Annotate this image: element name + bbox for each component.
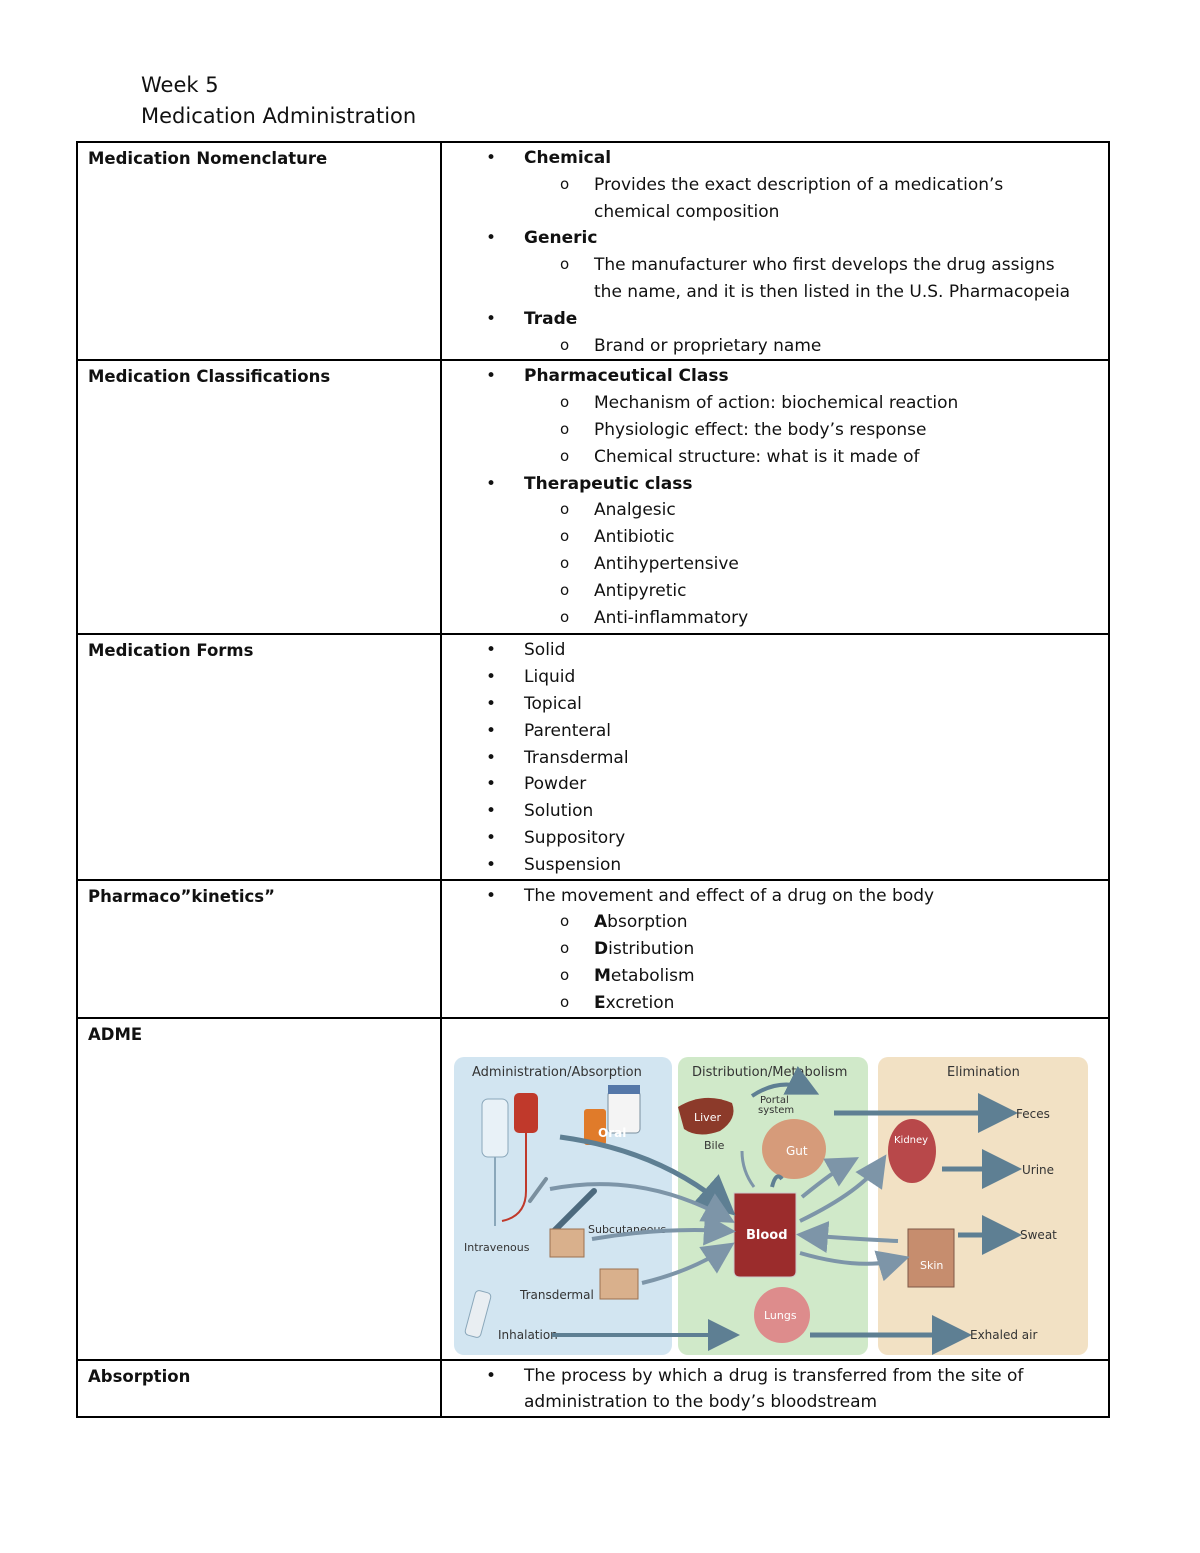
- panel-administration-title: Administration/Absorption: [472, 1064, 642, 1080]
- list-item: • Powder: [442, 771, 1108, 798]
- list-item: • Liquid: [442, 664, 1108, 691]
- sub-list-item: o Antibiotic: [524, 524, 1088, 551]
- adme-diagram: [442, 1021, 1132, 1359]
- document-header: [141, 70, 416, 132]
- sub-list-item: o The manufacturer who first develops the drug assigns the name, and it is then listed in the U.S. Pharmacopeia: [524, 252, 1088, 306]
- blood-label: Blood: [746, 1227, 788, 1243]
- document-title: Medication Administration: [141, 104, 417, 128]
- list-item: • Suspension: [442, 852, 1108, 879]
- row-nomenclature: [77, 142, 1109, 360]
- urine-label: Urine: [1022, 1162, 1055, 1177]
- iv-bag-icon: [482, 1099, 508, 1157]
- row-label: Medication Classifications: [77, 360, 441, 634]
- intravenous-label: Intravenous: [464, 1240, 530, 1254]
- sweat-label: Sweat: [1020, 1227, 1057, 1242]
- list-item: • Pharmaceutical Class o Mechanism of action: biochemical reaction o Physiologic effect: the body’s response o Chemical structure: what is it made of: [442, 363, 1108, 470]
- sub-list-item: o Mechanism of action: biochemical reaction: [524, 390, 1088, 417]
- transdermal-patch-icon: [600, 1269, 638, 1299]
- inhalation-label: Inhalation: [498, 1327, 558, 1342]
- transdermal-label: Transdermal: [520, 1287, 594, 1302]
- list-item: • The process by which a drug is transferred from the site of administration to the body’s bloodstream: [442, 1363, 1108, 1417]
- feces-label: Feces: [1016, 1106, 1050, 1121]
- list-item: • Solution: [442, 798, 1108, 825]
- list-item: • Transdermal: [442, 745, 1108, 772]
- sub-list-item: o Anti-inflammatory: [524, 605, 1088, 632]
- row-label: Medication Nomenclature: [77, 142, 441, 360]
- liver-label: Liver: [694, 1110, 721, 1124]
- gut-label: Gut: [786, 1143, 808, 1158]
- list-item: • Trade o Brand or proprietary name: [442, 306, 1108, 360]
- sub-list-item: o Analgesic: [524, 497, 1088, 524]
- subcutaneous-label: Subcutaneous: [588, 1222, 667, 1236]
- panel-elimination-title: Elimination: [947, 1064, 1020, 1080]
- sub-list-item: o Antihypertensive: [524, 551, 1088, 578]
- blood-bag-icon: [514, 1093, 538, 1133]
- portal-label: Portal: [760, 1094, 789, 1106]
- row-label: ADME: [77, 1018, 441, 1360]
- oral-label: Oral: [598, 1125, 627, 1140]
- sub-list-item: o Chemical structure: what is it made of: [524, 444, 1088, 471]
- lungs-label: Lungs: [764, 1308, 797, 1322]
- list-item: • Therapeutic class o Analgesic o Antibiotic o Antihypertensive o Antipyretic o Anti-inflammatory: [442, 471, 1108, 632]
- kidney-icon: [888, 1119, 936, 1183]
- panel-distribution-title: Distribution/Metabolism: [692, 1064, 848, 1080]
- panel-elimination: [878, 1057, 1088, 1355]
- row-pharmacokinetics: [77, 880, 1109, 1018]
- sub-list-item: o Physiologic effect: the body’s response: [524, 417, 1088, 444]
- list-item: • Chemical o Provides the exact description of a medication’s chemical composition: [442, 145, 1108, 225]
- list-item: • Topical: [442, 691, 1108, 718]
- sub-list-item: o Excretion: [524, 990, 1088, 1017]
- exhaled-air-label: Exhaled air: [970, 1327, 1038, 1342]
- row-label: Medication Forms: [77, 634, 441, 879]
- row-adme: [77, 1018, 1109, 1360]
- sub-list-item: o Distribution: [524, 936, 1088, 963]
- bile-label: Bile: [704, 1138, 725, 1152]
- list-item: • Generic o The manufacturer who first develops the drug assigns the name, and it is then listed in the U.S. Pharmacopeia: [442, 225, 1108, 305]
- list-item: • The movement and effect of a drug on the body o Absorption o Distribution o Metabolism o Excretion: [442, 883, 1108, 1017]
- list-item: • Solid: [442, 637, 1108, 664]
- system-label: system: [758, 1104, 795, 1116]
- skin-block-icon: [908, 1229, 954, 1287]
- skin-label: Skin: [920, 1258, 944, 1272]
- row-label: Pharmaco”kinetics”: [77, 880, 441, 1018]
- row-forms: [77, 634, 1109, 879]
- sub-list-item: o Metabolism: [524, 963, 1088, 990]
- list-item: • Parenteral: [442, 718, 1108, 745]
- row-absorption: [77, 1360, 1109, 1418]
- sub-list-item: o Antipyretic: [524, 578, 1088, 605]
- kidney-label: Kidney: [894, 1134, 929, 1146]
- row-classifications: [77, 360, 1109, 634]
- sub-list-item: o Provides the exact description of a medication’s chemical composition: [524, 172, 1088, 226]
- sub-list-item: o Absorption: [524, 909, 1088, 936]
- skin-sample-icon: [550, 1229, 584, 1257]
- row-label: Absorption: [77, 1360, 441, 1418]
- sub-list-item: o Brand or proprietary name: [524, 333, 1088, 360]
- list-item: • Suppository: [442, 825, 1108, 852]
- notes-table: [76, 141, 1110, 1418]
- week-label: Week 5: [141, 73, 219, 97]
